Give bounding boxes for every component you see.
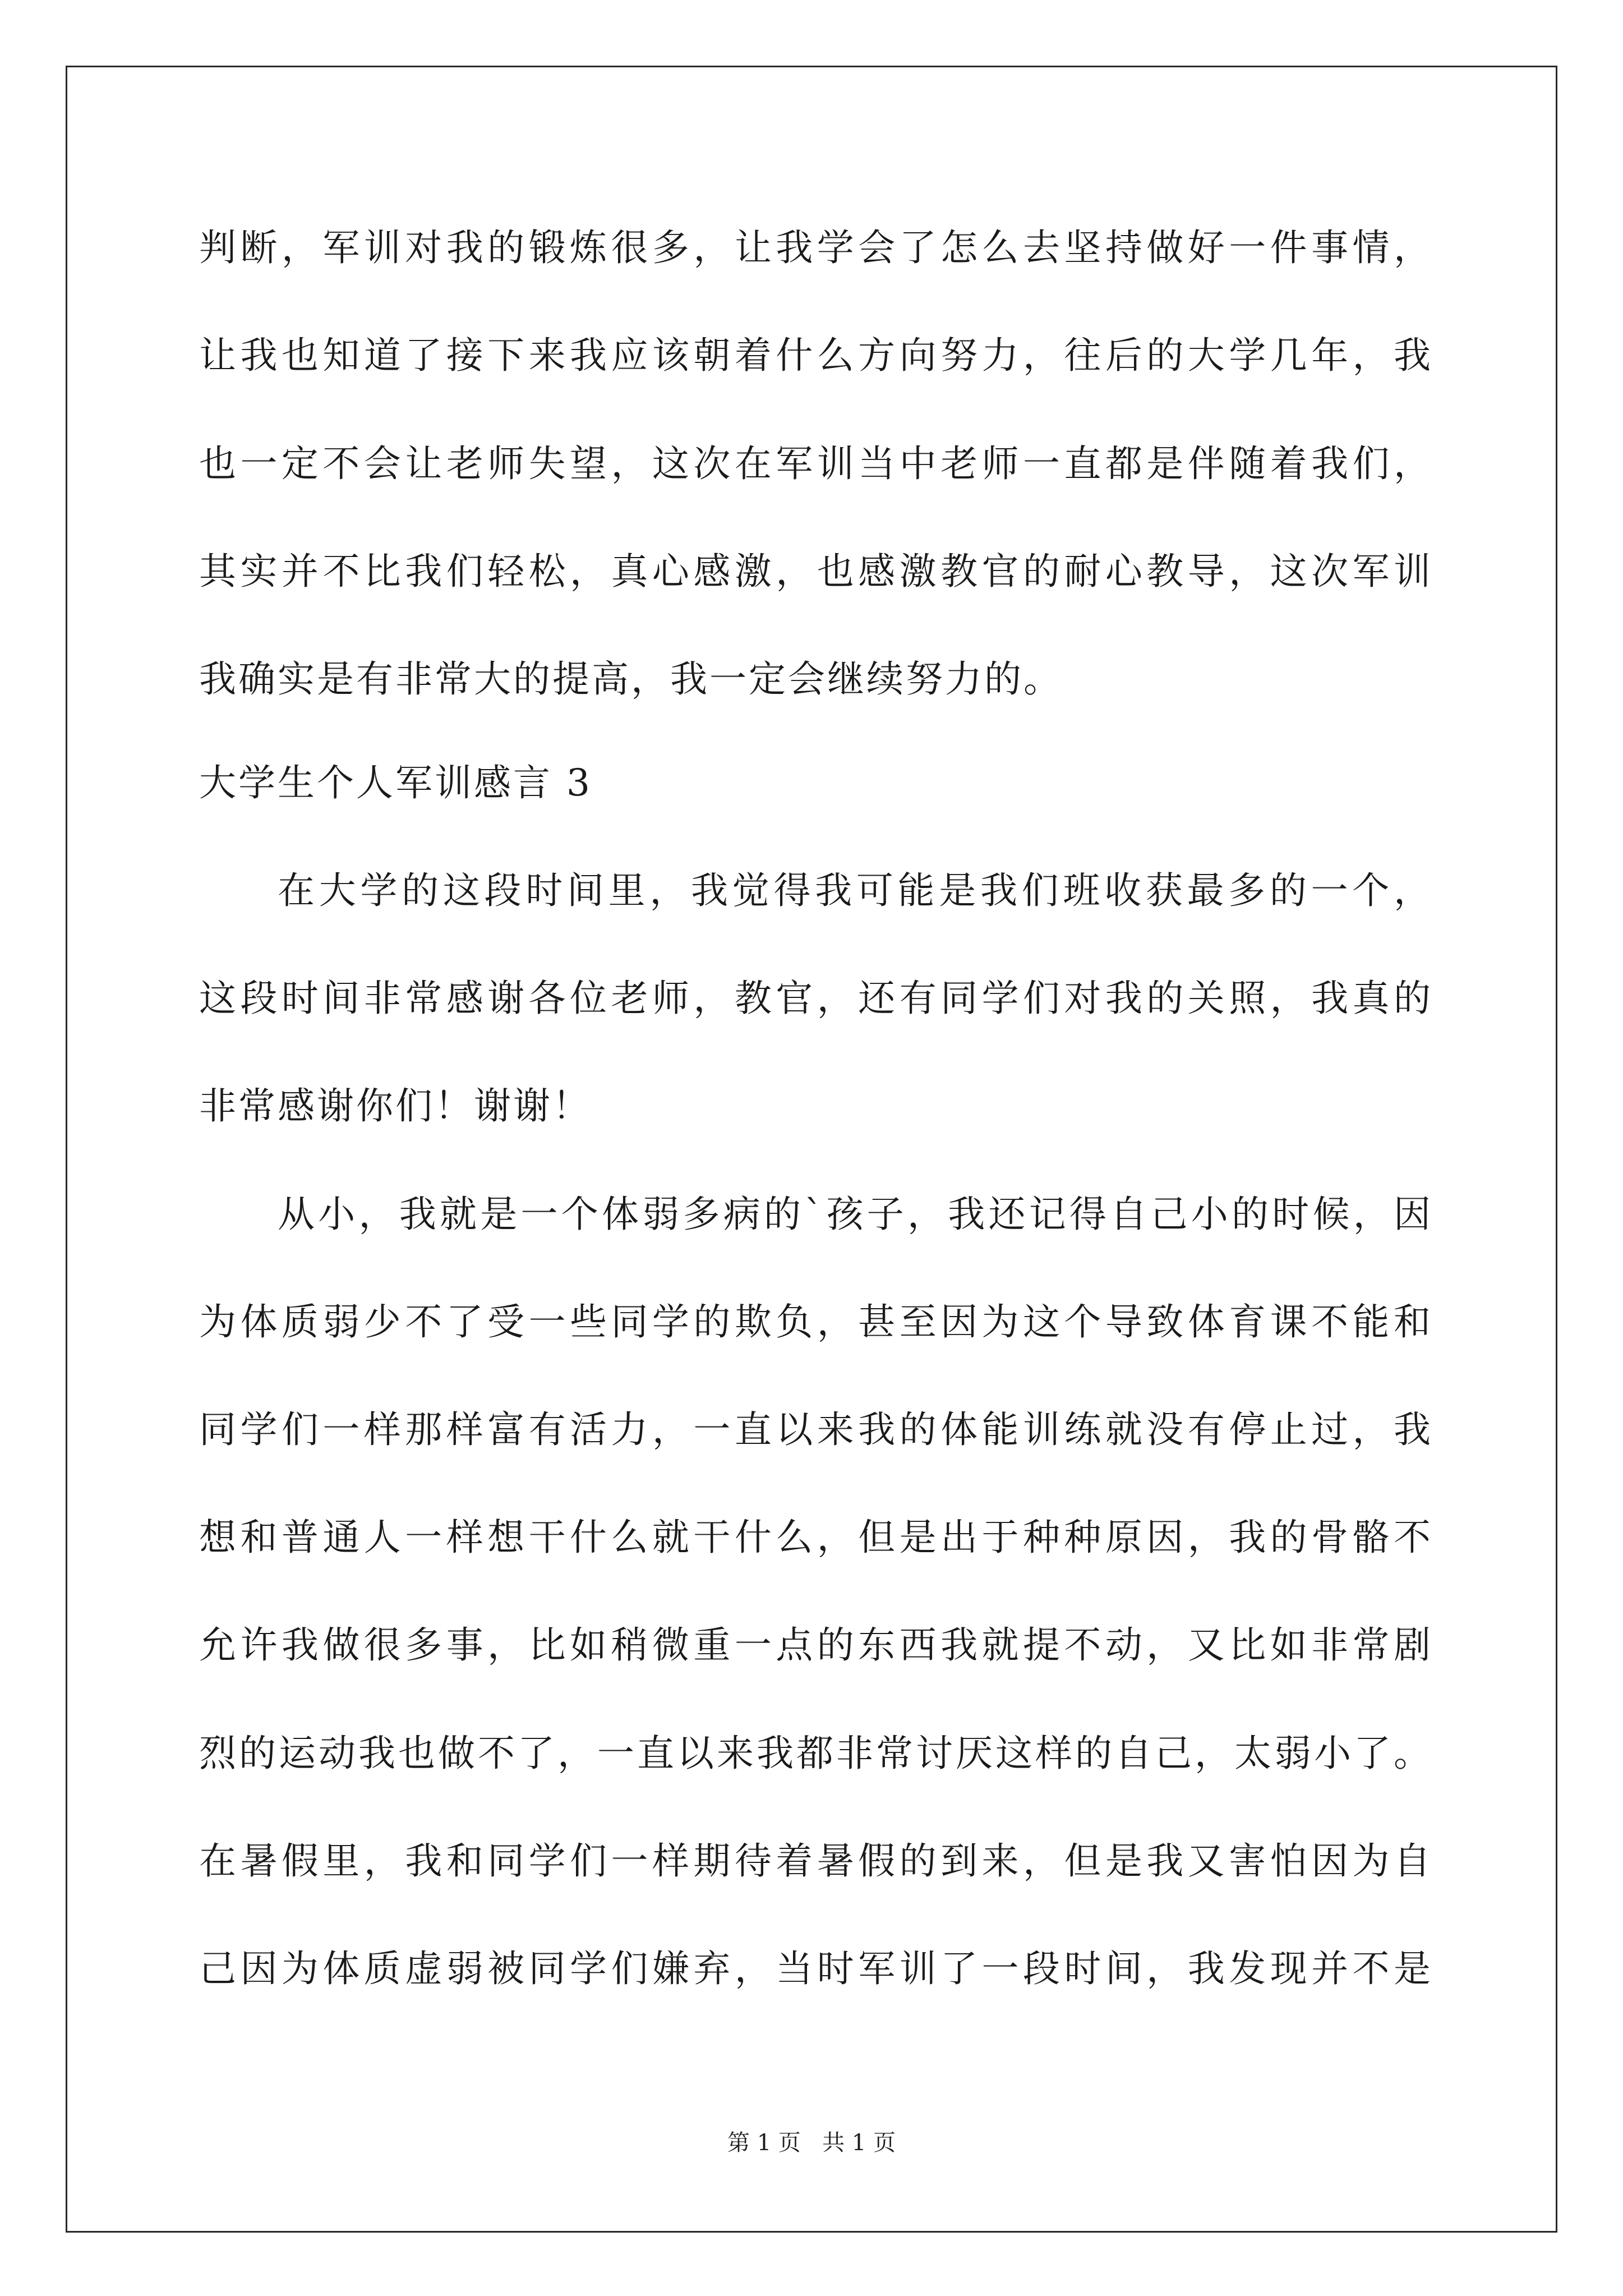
text-line: 同学们一样那样富有活力，一直以来我的体能训练就没有停止过，我 <box>199 1408 1433 1451</box>
text-line: 判断，军训对我的锻炼很多，让我学会了怎么去坚持做好一件事情， <box>199 226 1433 269</box>
text-line: 其实并不比我们轻松，真心感激，也感激教官的耐心教导，这次军训 <box>199 550 1433 593</box>
text-line: 允许我做很多事，比如稍微重一点的东西我就提不动，又比如非常剧 <box>199 1623 1433 1667</box>
section-heading: 大学生个人军训感言 3 <box>199 761 592 804</box>
text-line: 在大学的这段时间里，我觉得我可能是我们班收获最多的一个， <box>278 869 1433 912</box>
text-line: 己因为体质虚弱被同学们嫌弃，当时军训了一段时间，我发现并不是 <box>199 1947 1433 1990</box>
text-line: 想和普通人一样想干什么就干什么，但是出于种种原因，我的骨骼不 <box>199 1516 1433 1559</box>
text-line: 烈的运动我也做不了，一直以来我都非常讨厌这样的自己，太弱小了。 <box>199 1732 1433 1775</box>
text-line: 我确实是有非常大的提高，我一定会继续努力的。 <box>199 657 1063 701</box>
text-line: 非常感谢你们！谢谢！ <box>199 1084 592 1128</box>
text-line: 在暑假里，我和同学们一样期待着暑假的到来，但是我又害怕因为自 <box>199 1839 1433 1883</box>
text-line: 为体质弱少不了受一些同学的欺负，甚至因为这个导致体育课不能和 <box>199 1300 1433 1343</box>
page-border <box>66 66 1557 2233</box>
text-line: 让我也知道了接下来我应该朝着什么方向努力，往后的大学几年，我 <box>199 334 1433 377</box>
text-line: 也一定不会让老师失望，这次在军训当中老师一直都是伴随着我们， <box>199 442 1433 485</box>
text-line: 从小，我就是一个体弱多病的`孩子，我还记得自己小的时候，因 <box>278 1193 1433 1236</box>
text-line: 这段时间非常感谢各位老师，教官，还有同学们对我的关照，我真的 <box>199 977 1433 1020</box>
page-footer: 第 1 页 共 1 页 <box>727 2130 896 2156</box>
